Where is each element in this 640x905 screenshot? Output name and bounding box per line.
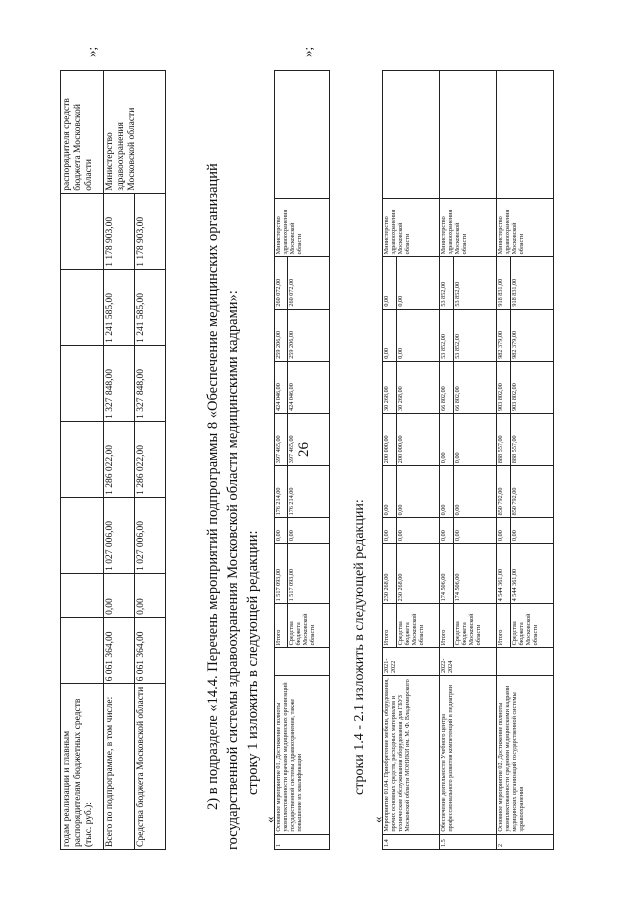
source-label: Средства бюджета Московской области [288, 604, 330, 648]
responsible: Министерство здравоохранения Московской области [497, 199, 554, 257]
value-cell: 1 517 093,00 [288, 543, 330, 603]
value-cell: 230 268,00 [383, 543, 397, 603]
total-value: 6 061 364,00 [104, 617, 135, 683]
source-label: Итого [383, 604, 397, 648]
row-period [275, 648, 330, 676]
value-cell: 176 214,00 [275, 466, 288, 518]
row-number: 1 [275, 834, 330, 849]
top-table-total-row [104, 71, 135, 850]
value-cell: 888 557,00 [510, 413, 553, 465]
source-label: Средства бюджета Московской области [510, 604, 553, 648]
value-cell: 1 517 093,00 [275, 543, 288, 603]
top-table-resp: Министерство здравоохранения Московской области [104, 71, 166, 194]
value-cell: 918 831,00 [510, 257, 553, 309]
budget-value: 6 061 364,00 [135, 617, 166, 683]
row-name: Мероприятие 01.04. Приобретение мебели, оборудования, прочих основных средств, расходных материалов и технические обслуживания оборудования для ГБУЗ Московской области МОНИКИ им. М. Ф. Владимирского [383, 676, 440, 835]
value-cell: 0,00 [453, 413, 496, 465]
value-cell: 260 072,00 [275, 257, 288, 309]
budget-value: 1 027 006,00 [135, 497, 166, 573]
value-cell: 174 506,00 [453, 543, 496, 603]
value-cell: 4 544 361,00 [510, 543, 553, 603]
row-period: 2022-2024 [440, 648, 497, 676]
value-cell: 0,00 [396, 309, 439, 361]
value-cell: 982 379,00 [510, 309, 553, 361]
source-label: Итого [497, 604, 511, 648]
value-cell: 0,00 [510, 518, 553, 544]
row-period [497, 648, 554, 676]
value-cell: 259 206,00 [275, 309, 288, 361]
responsible: Министерство здравоохранения Московской области [440, 199, 497, 257]
row-number: 2 [497, 834, 554, 849]
row-name: Основное мероприятие 02. Достижение полноты укомплектованности средними медицинскими кадрами медицинских организаций государственной системы здравоохранения [497, 676, 554, 835]
row-1-5-line1 [440, 71, 454, 850]
value-cell: 4 544 361,00 [497, 543, 511, 603]
total-value: 1 327 848,00 [104, 345, 135, 421]
budget-value: 1 286 022,00 [135, 421, 166, 497]
value-cell: 53 852,00 [440, 309, 454, 361]
budget-value: 1 178 903,00 [135, 193, 166, 269]
value-cell: 66 802,00 [440, 361, 454, 413]
value-cell: 30 268,00 [383, 361, 397, 413]
value-cell: 0,00 [383, 518, 397, 544]
value-cell: 0,00 [275, 518, 288, 544]
value-cell: 200 000,00 [396, 413, 439, 465]
row1-line1 [275, 71, 288, 850]
value-cell: 0,00 [383, 257, 397, 309]
rows-table [382, 70, 554, 850]
value-cell: 982 379,00 [497, 309, 511, 361]
row-name: Основное мероприятие 01. Достижение полноты укомплектованности врачами медицинских организаций государственной системы здравоохранения, также повышение их квалификации [275, 676, 330, 835]
value-cell: 30 268,00 [396, 361, 439, 413]
value-cell: 903 802,00 [510, 361, 553, 413]
value-cell: 0,00 [440, 518, 454, 544]
value-cell: 0,00 [497, 518, 511, 544]
paragraph-2-line3: строку 1 изложить в следующей редакции: [245, 530, 261, 795]
responsible: Министерство здравоохранения Московской области [383, 199, 440, 257]
total-value: 1 178 903,00 [104, 193, 135, 269]
value-cell: 53 852,00 [453, 309, 496, 361]
value-cell: 66 802,00 [453, 361, 496, 413]
value-cell: 0,00 [396, 466, 439, 518]
end-mark: »; [300, 46, 315, 57]
row-1-4-line1 [383, 71, 397, 850]
paragraph-3-line1: строки 1.4 - 2.1 изложить в следующей редакции: [352, 499, 367, 795]
value-cell: 0,00 [383, 309, 397, 361]
value-cell: 0,00 [396, 257, 439, 309]
value-cell: 230 268,00 [396, 543, 439, 603]
total-value: 1 241 585,00 [104, 269, 135, 345]
row-period: 2021-2022 [383, 648, 440, 676]
source-label: Средства бюджета Московской области [453, 604, 496, 648]
source-label: Итого [275, 604, 288, 648]
top-table-resp-header: распорядителя средств бюджета Московской области [61, 71, 104, 194]
value-cell: 0,00 [288, 518, 330, 544]
row-name: Обеспечение деятельности Учебного центра профессионального развития компетенций в педиатрии [440, 676, 497, 835]
total-label: Всего по подпрограмме, в том числе: [104, 684, 135, 850]
open-quote: « [370, 816, 385, 823]
value-cell: 0,00 [383, 466, 397, 518]
value-cell: 888 557,00 [497, 413, 511, 465]
value-cell: 0,00 [396, 518, 439, 544]
budget-value: 1 327 848,00 [135, 345, 166, 421]
value-cell: 53 852,00 [440, 257, 454, 309]
value-cell: 259 206,00 [288, 309, 330, 361]
total-value: 1 027 006,00 [104, 497, 135, 573]
end-mark: »; [84, 46, 99, 57]
top-table-header-row [61, 71, 104, 850]
value-cell: 0,00 [440, 413, 454, 465]
row-number: 1.5 [440, 834, 497, 849]
total-value: 0,00 [104, 573, 135, 617]
value-cell: 424 046,00 [275, 361, 288, 413]
row-2-line1 [497, 71, 511, 850]
value-cell: 260 072,00 [288, 257, 330, 309]
value-cell: 424 046,00 [288, 361, 330, 413]
value-cell: 850 792,00 [497, 466, 511, 518]
value-cell: 0,00 [440, 466, 454, 518]
budget-value: 1 241 585,00 [135, 269, 166, 345]
open-quote: « [262, 816, 277, 823]
paragraph-2-line1: 2) в подразделе «14.4. Перечень мероприятий подпрограммы 8 «Обеспечение медицинских организаций [205, 163, 221, 810]
total-value: 1 286 022,00 [104, 421, 135, 497]
row-number: 1.4 [383, 834, 440, 849]
top-table-header-cell: годам реализации и главным распорядителям бюджетных средств (тыс. руб.): [61, 684, 104, 850]
value-cell: 174 506,00 [440, 543, 454, 603]
budget-value: 0,00 [135, 573, 166, 617]
value-cell: 200 000,00 [383, 413, 397, 465]
value-cell: 176 214,00 [288, 466, 330, 518]
paragraph-2-line2: государственной системы здравоохранения Московской области медицинскими кадрами»: [225, 290, 241, 850]
value-cell: 918 831,00 [497, 257, 511, 309]
top-table [60, 70, 166, 850]
value-cell: 0,00 [453, 466, 496, 518]
value-cell: 850 792,00 [510, 466, 553, 518]
value-cell: 0,00 [453, 518, 496, 544]
responsible: Министерство здравоохранения Московской области [275, 199, 330, 257]
value-cell: 53 852,00 [453, 257, 496, 309]
source-label: Средства бюджета Московской области [396, 604, 439, 648]
row1-table [274, 70, 330, 850]
value-cell: 903 802,00 [497, 361, 511, 413]
page-number: 26 [296, 442, 312, 457]
value-cell: 397 465,00 [275, 413, 288, 465]
value-cell: 397 465,00 [288, 413, 330, 465]
source-label: Итого [440, 604, 454, 648]
budget-label: Средства бюджета Московской области [135, 684, 166, 850]
